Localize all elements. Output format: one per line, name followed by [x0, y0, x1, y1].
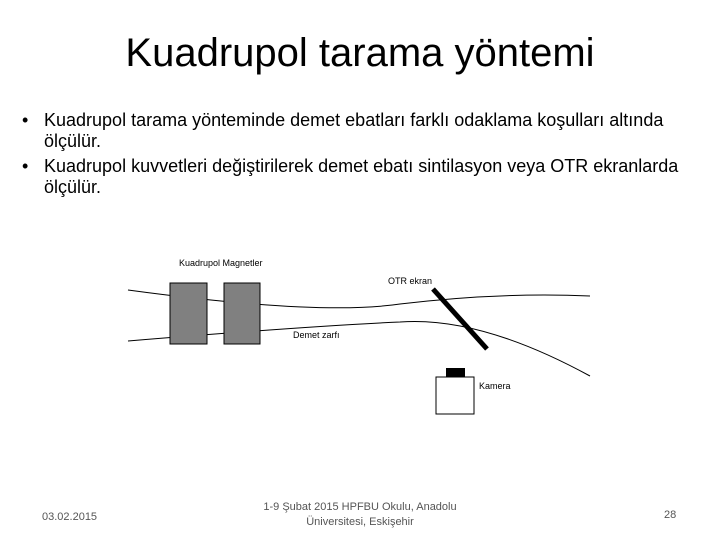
footer-date: 03.02.2015: [42, 511, 98, 523]
bullet-text: Kuadrupol kuvvetleri değiştirilerek demet ebatı sintilasyon veya OTR ekranlarda ölçülür.: [44, 156, 679, 197]
page-number: 28: [664, 509, 677, 521]
bullet-text: Kuadrupol tarama yönteminde demet ebatları farklı odaklama koşulları altında ölçülür.: [44, 110, 664, 151]
otr-screen-label: OTR ekran: [388, 276, 433, 286]
footer-event: [240, 500, 480, 530]
bullet-dot: •: [22, 110, 29, 130]
quadrupole-magnet: [170, 283, 207, 344]
footer-event-line: 1-9 Şubat 2015 HPFBU Okulu, Anadolu: [263, 501, 457, 513]
bullet-dot: •: [22, 156, 29, 176]
footer-event-line: Üniversitesi, Eskişehir: [306, 516, 414, 528]
camera-label: Kamera: [479, 381, 511, 391]
quadrupole-magnet: [224, 283, 260, 344]
camera-body: [436, 377, 474, 414]
slide-title: Kuadrupol tarama yöntemi: [125, 31, 595, 75]
beam-envelope-label: Demet zarfı: [293, 330, 340, 340]
magnets-label: Kuadrupol Magnetler: [179, 258, 263, 268]
